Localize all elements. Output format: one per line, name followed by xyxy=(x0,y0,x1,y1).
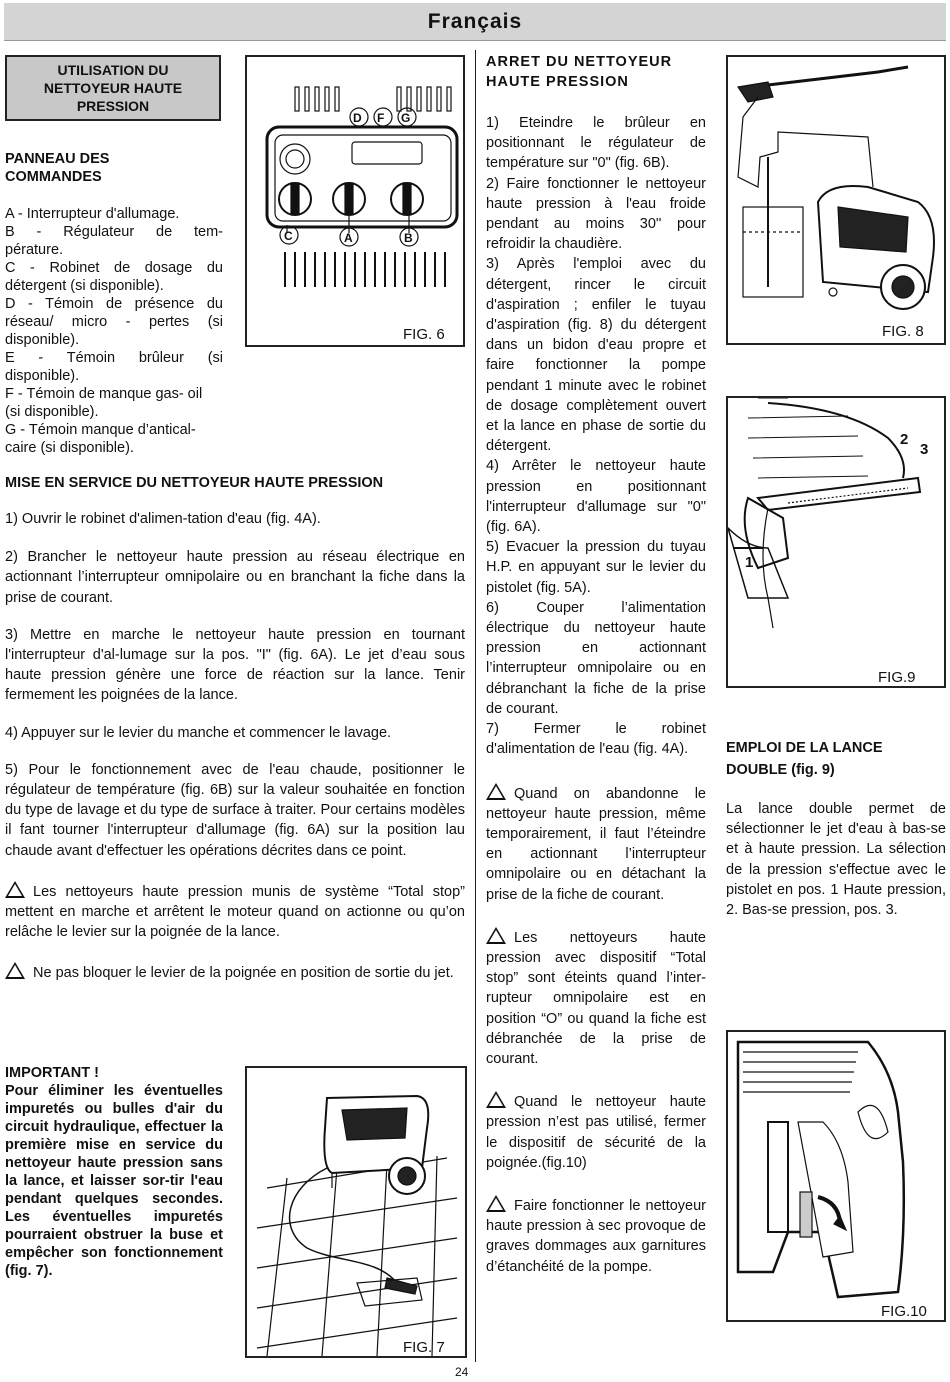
important-block xyxy=(5,1064,223,1280)
callout-d: D xyxy=(353,111,362,125)
warning-text: Ne pas bloquer le levier de la poignée en position de sortie du jet. xyxy=(33,965,454,982)
panel-heading-line: PANNEAU DES xyxy=(5,151,110,167)
callout-f: F xyxy=(377,111,385,125)
figure-6-control-panel xyxy=(245,55,465,347)
warning-text: Les nettoyeurs haute pression munis de système “Total stop” mettent en marche et arrêtent le moteur quand on actionne ou qu’on relâche le levier sur la poignée de la lance. xyxy=(5,883,465,941)
page-header xyxy=(4,3,946,41)
section-title-box xyxy=(5,55,221,121)
stop-heading-line: ARRET DU NETTOYEUR xyxy=(486,54,673,70)
warning-paragraph xyxy=(5,879,465,943)
figure-label: FIG. 6 xyxy=(403,326,445,343)
important-heading: IMPORTANT ! xyxy=(5,1065,99,1081)
page-number: 24 xyxy=(455,1365,469,1379)
stop-steps xyxy=(486,113,706,1277)
warning-text: Quand on abandonne le nettoyeur haute pression, même temporairement, il faut l’éteindre en actionnant l’interrupteur omnipolaire ou en détachant la prise de la fiche de courant. xyxy=(486,785,706,903)
list-item: détergent (si disponible). xyxy=(5,278,164,294)
callout-g: G xyxy=(401,111,411,125)
list-item: (si disponible). xyxy=(5,404,99,420)
vent-grille-bottom xyxy=(285,252,445,287)
list-item: G - Témoin manque d’antical- xyxy=(5,422,196,438)
language-title: Français xyxy=(427,10,523,33)
position-number: 3 xyxy=(920,441,929,458)
figure-7-first-startup xyxy=(245,1066,467,1358)
control-panel-drawing xyxy=(247,57,463,345)
startup-step: 4) Appuyer sur le levier du manche et commencer le lavage. xyxy=(5,724,392,741)
warning-icon xyxy=(486,1091,506,1108)
stop-step: 4) Arrêter le nettoyeur haute pression en positionnant l'interrupteur d'allumage sur "0" (fig. 6A). xyxy=(486,458,706,536)
list-item: B - Régulateur de tem- xyxy=(5,224,223,240)
warning-paragraph xyxy=(486,1089,706,1173)
warning-icon xyxy=(486,927,506,944)
stop-step: 2) Faire fonctionner le nettoyeur haute pression à l'eau froide pendant au moins 30'' pour refroidir la chaudière. xyxy=(486,175,706,253)
warning-paragraph xyxy=(486,925,706,1069)
startup-heading: MISE EN SERVICE DU NETTOYEUR HAUTE PRESSION xyxy=(5,475,384,491)
warning-icon xyxy=(486,1195,506,1212)
list-item: E - Témoin brûleur (si xyxy=(5,350,223,366)
stop-heading-line: HAUTE PRESSION xyxy=(486,74,629,91)
callout-a: A xyxy=(344,231,353,245)
stop-step: 1) Eteindre le brûleur en positionnant le régulateur de température sur "0" (fig. 6B). xyxy=(486,115,706,172)
stop-step: 6) Couper l’alimentation électrique du nettoyeur haute pression en actionnant l’interrupteur omnipolaire ou en débranchant la fiche de la prise de courant. xyxy=(486,599,706,717)
stop-step: 7) Fermer le robinet d'alimentation de l'eau (fig. 4A). xyxy=(486,721,706,758)
stop-step: 5) Evacuer la pression du tuyau H.P. en appuyant sur le levier du pistolet (fig. 5A). xyxy=(486,539,706,596)
position-number: 2 xyxy=(900,431,909,448)
double-lance-drawing xyxy=(728,398,944,686)
controls-list xyxy=(5,205,223,457)
warning-text: Les nettoyeurs haute pression avec dispositif “Total stop” sont éteints quand l’inter-rupteur omnipolaire est en position “O” ou quand la fiche est débranchée de la prise de courant. xyxy=(486,929,706,1067)
figure-label: FIG.9 xyxy=(878,669,916,686)
list-item: pérature. xyxy=(5,242,64,258)
warning-paragraph xyxy=(5,960,465,983)
callout-c: C xyxy=(284,229,293,243)
position-number: 1 xyxy=(745,554,754,571)
figure-label: FIG. 7 xyxy=(403,1339,445,1356)
list-item: disponible). xyxy=(5,332,80,348)
lance-heading-line: EMPLOI DE LA LANCE xyxy=(726,740,883,756)
panel-heading-line: COMMANDES xyxy=(5,169,102,185)
important-text: Pour éliminer les éventuelles impuretés ou bulles d'air du circuit hydraulique, effectuer la première mise en service du nettoyeur haute pression sans la lance, et laisser sor-tir l'eau pendant quelques secondes. Les éventuelles impuretés pourraient obstruer la buse et empêcher son fonctionnement (fig. 7). xyxy=(5,1083,223,1279)
startup-steps xyxy=(5,509,465,984)
stop-step: 3) Après l'emploi avec du détergent, rincer le circuit d'aspiration ; enfiler le tuyau d'aspiration (fig. 8) du détergent dans un bidon d'eau propre et faire fonctionner la pompe pendant 1 minute avec le robinet de dosage complètement ouvert et la lance en phase de sortie du détergent. xyxy=(486,256,706,455)
figure-label: FIG.10 xyxy=(881,1303,927,1320)
list-item: disponible). xyxy=(5,368,80,384)
list-item: A - Interrupteur d'allumage. xyxy=(5,206,180,222)
warning-text: Quand le nettoyeur haute pression n’est pas utilisé, fermer le dispositif de sécurité de la poignée.(fig.10) xyxy=(486,1094,706,1171)
section-title-line: PRESSION xyxy=(76,98,150,114)
section-title-line: NETTOYEUR HAUTE xyxy=(43,80,183,96)
list-item: F - Témoin de manque gas- oil xyxy=(5,386,203,402)
warning-paragraph xyxy=(486,1193,706,1277)
vent-grille-top xyxy=(295,87,451,111)
figure-8-detergent-rinse xyxy=(726,55,946,345)
detergent-rinse-drawing xyxy=(728,57,944,343)
list-item: réseau/ micro - pertes (si xyxy=(5,314,223,330)
lance-text: La lance double permet de sélectionner le jet d'eau à bas-se et à haute pression. La sélection de la pression s'effectue avec le pistolet en pos. 1 Haute pression, 2. Bas-se pression, pos. 3. xyxy=(726,801,946,919)
list-item: C - Robinet de dosage du xyxy=(5,260,223,276)
lance-heading xyxy=(726,737,946,781)
lance-heading-line: DOUBLE (fig. 9) xyxy=(726,762,835,778)
warning-icon xyxy=(486,783,506,800)
list-item: D - Témoin de présence du xyxy=(5,296,223,312)
startup-step: 2) Brancher le nettoyeur haute pression au réseau électrique en actionnant l’interrupteur omnipolaire ou en branchant la fiche dans la prise de courant. xyxy=(5,549,465,606)
panel-heading xyxy=(5,150,221,186)
startup-step: 3) Mettre en marche le nettoyeur haute pression en tournant l'interrupteur d'al-lumage sur la pos. "I" (fig. 6A). Le jet d’eau sous haute pression génère une force de réaction sur la lance. Tenir fermement les poignées de la lance. xyxy=(5,626,465,704)
warning-text: Faire fonctionner le nettoyeur haute pression à sec provoque de graves dommages aux garnitures d’étanchéité de la pompe. xyxy=(486,1197,706,1275)
list-item: caire (si disponible). xyxy=(5,440,134,456)
figure-10-gun-safety xyxy=(726,1030,946,1322)
column-divider xyxy=(475,50,476,1362)
pressure-washer-drawing xyxy=(247,1068,465,1356)
stop-heading xyxy=(486,52,706,92)
gun-safety-drawing xyxy=(728,1032,944,1320)
warning-icon xyxy=(5,881,25,898)
startup-step: 1) Ouvrir le robinet d'alimen-tation d'eau (fig. 4A). xyxy=(5,511,321,527)
callout-b: B xyxy=(404,231,413,245)
section-title-line: UTILISATION DU xyxy=(57,62,169,78)
figure-label: FIG. 8 xyxy=(882,323,924,340)
figure-9-double-lance xyxy=(726,396,946,688)
warning-icon xyxy=(5,962,25,979)
startup-step: 5) Pour le fonctionnement avec de l'eau chaude, positionner le régulateur de température (fig. 6B) sur la valeur souhaitée en fonction du type de lavage et du type de surface à traiter. Pour certains modèles il fant tourner l'interrupteur d'allumage (fig. 6A) sur la position lau chaude avant d'effectuer les opérations décrites dans ce point. xyxy=(5,761,465,859)
warning-paragraph xyxy=(486,781,706,905)
